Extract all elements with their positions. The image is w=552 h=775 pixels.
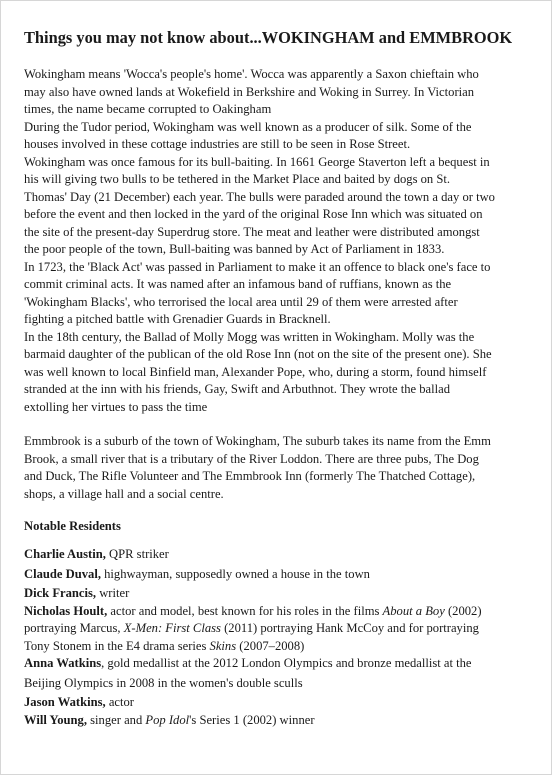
resident-name: Nicholas Hoult, bbox=[24, 603, 108, 618]
resident-description: highwayman, supposedly owned a house in the town bbox=[100, 566, 370, 581]
text-line: his will giving two bulls to be tethered in the Market Place and baited by dogs on St. bbox=[24, 172, 451, 186]
text-line: commit criminal acts. It was named after an infamous band of ruffians, known as the bbox=[24, 277, 452, 291]
page-title: Things you may not know about...WOKINGHAM and EMMBROOK bbox=[24, 28, 513, 47]
residents-list bbox=[24, 546, 534, 729]
text-line: the poor people of the town, Bull-baiting was banned by Act of Parliament in 1833. bbox=[24, 242, 445, 256]
resident-entry bbox=[24, 712, 534, 730]
resident-entry bbox=[24, 585, 534, 603]
resident-name: Charlie Austin, bbox=[24, 547, 106, 561]
resident-entry bbox=[24, 566, 534, 586]
resident-description: singer and bbox=[87, 712, 146, 727]
resident-description: actor and model, best known for his roles in the films bbox=[107, 603, 383, 618]
text-line: and Duck, The Rifle Volunteer and The Emmbrook Inn (formerly The Thatched Cottage), bbox=[24, 469, 476, 483]
resident-description: , gold medallist at the 2012 London Olympics and bronze medallist at the bbox=[101, 656, 472, 671]
text-line: Thomas' Day (21 December) each year. The bulls were paraded around the town a day or two bbox=[24, 189, 495, 204]
resident-entry bbox=[24, 603, 534, 621]
resident-description: QPR striker bbox=[105, 547, 169, 561]
text-line: barmaid daughter of the publican of the old Rose Inn (not on the site of the present one). She bbox=[24, 347, 492, 361]
resident-description: actor bbox=[105, 695, 134, 710]
text-line: In 1723, the 'Black Act' was passed in Parliament to make it an offence to black one's face to bbox=[24, 259, 491, 274]
text-line: was well known to local Binfield man, Alexander Pope, who, during a storm, found himself bbox=[24, 364, 487, 379]
resident-entry-continued bbox=[24, 638, 534, 656]
residents-heading: Notable Residents bbox=[24, 519, 121, 533]
resident-description: (2011) portraying Hank McCoy and for portraying bbox=[220, 621, 479, 636]
text-line: Brook, a small river that is a tributary of the River Loddon. There are three pubs, The Dog bbox=[24, 451, 479, 466]
series-title: Skins bbox=[209, 638, 237, 653]
resident-description: Beijing Olympics in 2008 in the women's double sculls bbox=[24, 675, 303, 690]
text-line: In the 18th century, the Ballad of Molly Mogg was written in Wokingham. Molly was the bbox=[24, 329, 475, 344]
resident-entry bbox=[24, 694, 534, 712]
resident-description: (2002) bbox=[444, 603, 482, 618]
resident-description: (2007–2008) bbox=[236, 638, 305, 653]
film-title: About a Boy bbox=[382, 603, 445, 618]
resident-name: Anna Watkins bbox=[24, 656, 102, 671]
wokingham-facts bbox=[24, 66, 530, 416]
text-line: before the event and then locked in the yard of the original Rose Inn which was situated on bbox=[24, 207, 483, 221]
text-line: the site of the present-day Superdrug store. The meat and leather were distributed amongst bbox=[24, 224, 480, 239]
resident-entry bbox=[24, 546, 534, 566]
resident-name: Will Young, bbox=[24, 712, 87, 727]
film-title: X-Men: First Class bbox=[123, 621, 221, 636]
text-line: shops, a village hall and a social centre. bbox=[24, 486, 224, 501]
text-line: Emmbrook is a suburb of the town of Wokingham, The suburb takes its name from the Emm bbox=[24, 434, 491, 448]
resident-name: Jason Watkins, bbox=[24, 695, 106, 710]
text-line: may also have owned lands at Wokefield in Berkshire and Woking in Surrey. In Victorian bbox=[24, 84, 475, 99]
resident-description: portraying Marcus, bbox=[24, 621, 124, 636]
resident-name: Dick Francis, bbox=[24, 586, 97, 601]
emmbrook-paragraph bbox=[24, 433, 530, 503]
resident-description: writer bbox=[96, 586, 130, 601]
resident-description: Tony Stonem in the E4 drama series bbox=[24, 638, 210, 653]
text-line: stranded at the inn with his friends, Gay, Swift and Arbuthnot. They wrote the ballad bbox=[24, 382, 451, 396]
text-line: fighting a pitched battle with Grenadier Guards in Bracknell. bbox=[24, 312, 331, 326]
text-line: Wokingham means 'Wocca's people's home'. Wocca was apparently a Saxon chieftain who bbox=[24, 67, 479, 81]
text-line: 'Wokingham Blacks', who terrorised the local area until 29 of them were arrested after bbox=[24, 294, 458, 309]
text-line: houses involved in these cottage industries are still to be seen in Rose Street. bbox=[24, 137, 411, 151]
text-line: Wokingham was once famous for its bull-baiting. In 1661 George Staverton left a bequest in bbox=[24, 154, 490, 169]
text-line: extolling her virtues to pass the time bbox=[24, 399, 208, 414]
resident-name: Claude Duval, bbox=[24, 566, 101, 581]
resident-entry bbox=[24, 655, 534, 675]
show-title: Pop Idol bbox=[145, 712, 190, 727]
text-line: times, the name became corrupted to Oakingham bbox=[24, 102, 272, 116]
resident-entry-continued bbox=[24, 620, 534, 638]
resident-description: 's Series 1 (2002) winner bbox=[189, 712, 315, 727]
text-line: During the Tudor period, Wokingham was well known as a producer of silk. Some of the bbox=[24, 119, 472, 134]
resident-entry-continued bbox=[24, 675, 534, 695]
